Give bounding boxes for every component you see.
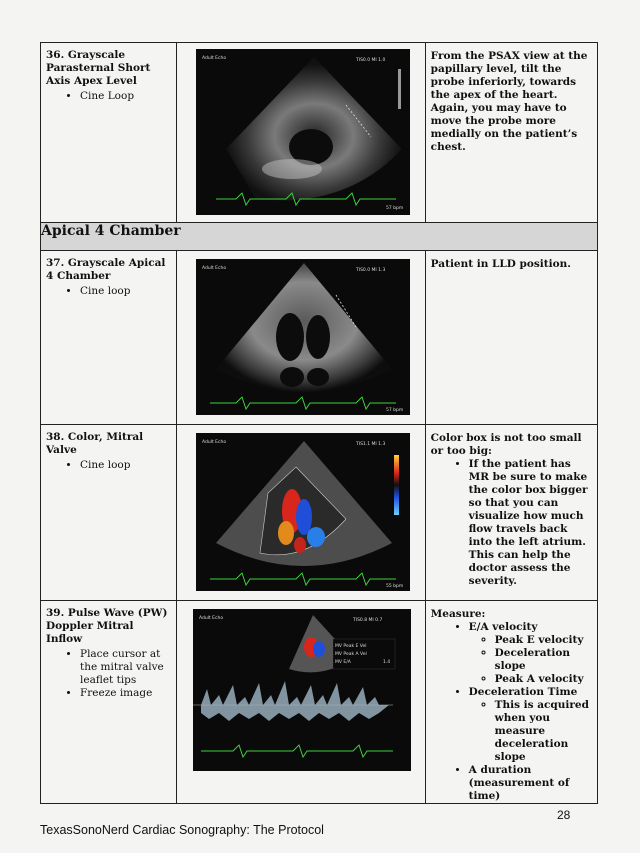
step-cell bbox=[41, 601, 177, 804]
step-title: 36. Grayscale Parasternal Short Axis Apex Level bbox=[46, 49, 151, 87]
ultrasound-image-psax-apex bbox=[196, 49, 410, 215]
step-cell bbox=[41, 43, 177, 223]
note-subbullet: ◦ This is acquired when you measure deceleration slope bbox=[495, 699, 593, 764]
step-title: 37. Grayscale Apical 4 Chamber bbox=[46, 257, 166, 282]
step-bullet: • Place cursor at the mitral valve leaflet tips bbox=[80, 648, 172, 687]
step-cell bbox=[41, 251, 177, 425]
note-subbullet: ◦ Peak E velocity bbox=[495, 634, 593, 647]
note-subbullet: ◦ Peak A velocity bbox=[495, 673, 593, 686]
echo-bpm: 57 bpm bbox=[386, 206, 404, 211]
mv-ea: MV E/A bbox=[335, 660, 352, 665]
note-text: Patient in LLD position. bbox=[430, 258, 571, 270]
mv-peak-a: MV Peak A Vel bbox=[335, 652, 367, 657]
note-text: Measure: bbox=[430, 608, 486, 620]
echo-hud: TIS0.8 MI 0.7 bbox=[353, 618, 383, 623]
mv-ea-value: 1.4 bbox=[383, 660, 391, 665]
note-cell bbox=[425, 251, 597, 425]
step-bullet: • Freeze image bbox=[80, 687, 172, 700]
echo-bpm: 57 bpm bbox=[386, 408, 404, 413]
note-text: Color box is not too small or too big: bbox=[430, 432, 582, 457]
measure-dt: Deceleration Time bbox=[468, 686, 578, 698]
step-cell bbox=[41, 425, 177, 601]
step-bullet: • Cine loop bbox=[80, 459, 172, 472]
note-text: Again, you may have to move the probe more medially on the patient’s chest. bbox=[430, 102, 578, 153]
note-cell bbox=[425, 425, 597, 601]
note-cell bbox=[425, 43, 597, 223]
page-number: 28 bbox=[557, 808, 571, 822]
echo-label: Adult Echo bbox=[202, 440, 227, 445]
ultrasound-image-color-mitral bbox=[196, 433, 410, 591]
step-title: 39. Pulse Wave (PW) Doppler Mitral Inflow bbox=[46, 607, 168, 645]
table-row bbox=[41, 425, 598, 601]
note-bullet: • If the patient has MR be sure to make the color box bigger so that you can visualize how much flow travels back into the left atrium. This can help the doctor assess the severity. bbox=[469, 458, 593, 588]
mv-peak-e: MV Peak E Vel bbox=[335, 644, 367, 649]
footer-text: TexasSonoNerd Cardiac Sonography: The Protocol bbox=[40, 823, 324, 837]
table-row bbox=[41, 251, 598, 425]
note-subbullet: ◦ Deceleration slope bbox=[495, 647, 593, 673]
measure-ea: E/A velocity bbox=[468, 621, 538, 633]
section-header: Apical 4 Chamber bbox=[41, 223, 598, 251]
echo-label: Adult Echo bbox=[202, 56, 227, 61]
note-bullet: • A duration (measurement of time) bbox=[469, 764, 593, 803]
protocol-table bbox=[40, 42, 598, 804]
image-cell bbox=[177, 601, 425, 804]
table-row bbox=[41, 43, 598, 223]
note-bullet bbox=[469, 621, 593, 686]
echo-hud: TIS1.1 MI 1.3 bbox=[356, 442, 386, 447]
ultrasound-image-pw-doppler bbox=[193, 609, 411, 771]
ultrasound-image-apical-4-chamber bbox=[196, 259, 410, 415]
echo-label: Adult Echo bbox=[202, 266, 227, 271]
image-cell bbox=[177, 251, 425, 425]
note-cell bbox=[425, 601, 597, 804]
echo-hud: TIS0.0 MI 1.0 bbox=[356, 58, 386, 63]
step-bullet: • Cine Loop bbox=[80, 90, 172, 103]
image-cell bbox=[177, 425, 425, 601]
note-bullet bbox=[469, 686, 593, 764]
note-text: From the PSAX view at the papillary level, tilt the probe inferiorly, towards the apex of the heart. bbox=[430, 50, 588, 101]
step-bullet: • Cine loop bbox=[80, 285, 172, 298]
echo-hud: TIS0.0 MI 1.3 bbox=[356, 268, 386, 273]
echo-bpm: 55 bpm bbox=[386, 584, 404, 589]
image-cell bbox=[177, 43, 425, 223]
step-title: 38. Color, Mitral Valve bbox=[46, 431, 144, 456]
table-row bbox=[41, 601, 598, 804]
section-header-row bbox=[41, 223, 598, 251]
echo-label: Adult Echo bbox=[199, 616, 224, 621]
